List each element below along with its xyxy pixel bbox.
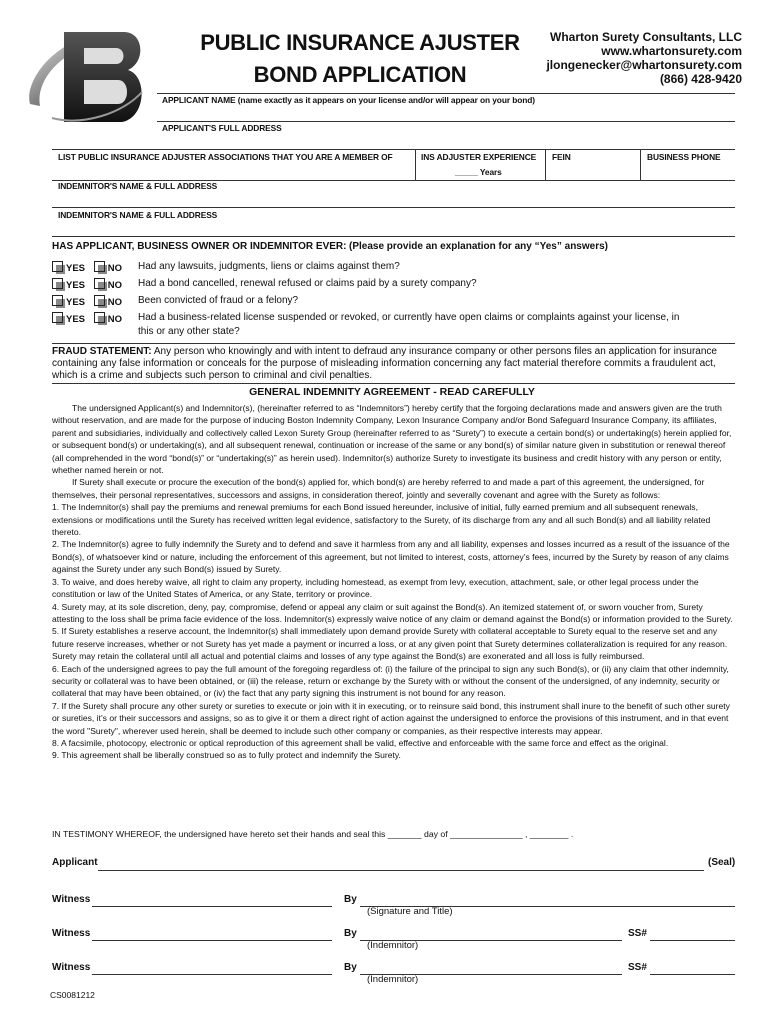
stylized-b-logo-icon [22,22,150,132]
agreement-clause: 5. If Surety establishes a reserve account, the Indemnitor(s) shall immediately upon demand provide Surety with collateral acceptable to Surety equal to the reserve set and any future reserve increases, whether or not Surety has yet made a payment or incurred a loss, or at any given point that Surety determines collateralization is required for any reason. Surety may retain the collateral until all actual and potential claims and losses of any type against the Bond(s) are exonerated and all loss is fully reimbursed. [52,626,728,662]
no-checkbox[interactable] [94,278,105,289]
applicant-signature-line[interactable] [98,870,704,871]
divider [52,207,735,208]
fraud-label: FRAUD STATEMENT: [52,346,152,357]
witness-signature-line[interactable] [92,974,332,975]
no-checkbox[interactable] [94,261,105,272]
question-row [52,312,128,325]
fein-field[interactable]: FEIN [552,152,571,162]
applicant-label: Applicant [52,857,98,868]
ss-label: SS# [628,962,647,973]
divider [415,149,416,181]
company-contact-block [546,30,742,86]
yes-label: YES [66,314,86,325]
question-row [52,261,128,274]
witness-signature-line[interactable] [92,940,332,941]
company-website[interactable]: www.whartonsurety.com [601,44,742,58]
divider [52,343,735,344]
ss-label: SS# [628,928,647,939]
yes-checkbox[interactable] [52,261,63,272]
yes-checkbox[interactable] [52,312,63,323]
indemnitor1-field[interactable]: INDEMNITOR'S NAME & FULL ADDRESS [58,181,218,191]
yes-label: YES [66,280,86,291]
question-text: Had any lawsuits, judgments, liens or claims against them? [138,261,400,272]
agreement-clause: 3. To waive, and does hereby waive, all right to claim any property, including homestead, as exempt from levy, execution, attachment, sale, or other legal process under the constitution or law of the United States of America, or any State, territory or province. [52,576,699,600]
fraud-text: Any person who knowingly and with intent to defraud any insurance company or other persons files an application for insurance containing any false information or conceals for the purpose of misleading information concerning any fact material therefore commits a fraudulent act, which is a crime and subjects such person to criminal and civil penalties. [52,346,717,381]
applicant-name-field[interactable]: APPLICANT NAME (name exactly as it appears on your license and/or will appear on your bond) [162,95,535,105]
company-email[interactable]: jlongenecker@whartonsurety.com [546,58,742,72]
divider [157,93,735,94]
witness-label: Witness [52,928,91,939]
applicant-address-field[interactable]: APPLICANT'S FULL ADDRESS [162,123,282,133]
question-text: Had a business-related license suspended or revoked, or currently have open claims or complaints against your license, in [138,312,680,323]
experience-field[interactable]: INS ADJUSTER EXPERIENCE [421,152,537,162]
divider [52,383,735,384]
divider [640,149,641,181]
agreement-clause: 2. The Indemnitor(s) agree to fully indemnify the Surety and to defend and save it harmless from any and all liability, expenses and losses incurred as a result of the issuance of the Bond(s), of whatsoever kind or nature, including the enforcement of this agreement, but not limited to interest, costs, attorney’s fees, incurred by the Surety by reason of any claims against the Surety under any such Bond(s) issued by Surety. [52,539,730,575]
yes-checkbox[interactable] [52,295,63,306]
question-row [52,278,128,291]
experience-years[interactable]: _____ Years [455,167,502,177]
agreement-clause: 4. Surety may, at its sole discretion, deny, pay, compromise, defend or appeal any claim or suit against the Bond(s). An itemized statement of, or sworn voucher from, Surety attesting to the loss shall be prima facie evidence of the loss. Indemnitor(s) expressly waive notice of any claim or demand against the Bond(s) or information provided to the Surety. [52,601,733,624]
company-phone: (866) 428-9420 [659,72,742,86]
form-title-line2: BOND APPLICATION [253,62,467,87]
question-text-continued: this or any other state? [138,326,240,337]
business-phone-field[interactable]: BUSINESS PHONE [647,152,721,162]
divider [157,121,735,122]
by-label: By [344,962,357,973]
witness-signature-line[interactable] [92,906,332,907]
question-text: Been convicted of fraud or a felony? [138,295,299,306]
agreement-body [52,402,736,762]
yes-label: YES [66,297,86,308]
agreement-paragraph: If Surety shall execute or procure the execution of the bond(s) applied for, which bond(s) are hereby referred to and made a part of this agreement, the undersigned, for themselves, their personal representatives, successors and assigns, in consideration thereof, jointly and severally covenant and agree with the Surety as follows: [52,477,705,500]
question-row [52,295,128,308]
no-label: NO [107,280,123,291]
no-checkbox[interactable] [94,312,105,323]
divider [52,149,735,150]
no-label: NO [107,263,123,274]
agreement-clause: 8. A facsimile, photocopy, electronic or optical reproduction of this agreement shall be valid, effective and enforceable with the same force and effect as the original. [52,737,669,748]
agreement-clause: 6. Each of the undersigned agrees to pay the full amount of the foregoing regardless of: (i) the failure of the principal to sign any such Bond(s), or (ii) any claim that other indemnity, security or collateral was to have been obtained, or (iii) the release, return or exchange by the Surety with or without the consent of the undersigned, of any indemnity, security or collateral that may have been obtained, or (iv) the fact that any party signing this instrument is not bound for any reason. [52,663,729,699]
divider [545,149,546,181]
no-label: NO [107,297,123,308]
agreement-clause: 7. If the Surety shall procure any other surety or sureties to execute or join with it in executing, or to reinsure said bond, this instrument shall inure to the benefit of such other surety or sureties, it’s or their successors and assigns, so as to give it or them a direct right of action against the undersigned to enforce the provisions of this instrument, and in that event the word "Surety", wherever used herein, shall be deemed to include such other company or companies, as their respective interests may appear. [52,700,730,736]
divider [52,236,735,237]
signature-title-caption: (Signature and Title) [367,906,453,917]
seal-label: (Seal) [708,857,736,868]
form-code: CS0081212 [50,990,95,1000]
indemnitor2-field[interactable]: INDEMNITOR'S NAME & FULL ADDRESS [58,210,218,220]
agreement-clause: 9. This agreement shall be liberally construed so as to fully protect and indemnify the Surety. [52,750,401,761]
no-checkbox[interactable] [94,295,105,306]
associations-field[interactable]: LIST PUBLIC INSURANCE ADJUSTER ASSOCIATIONS THAT YOU ARE A MEMBER OF [58,152,393,162]
questions-heading: HAS APPLICANT, BUSINESS OWNER OR INDEMNITOR EVER: [52,241,347,252]
by-label: By [344,928,357,939]
agreement-title: GENERAL INDEMNITY AGREEMENT - READ CAREFULLY [249,386,535,398]
yes-checkbox[interactable] [52,278,63,289]
agreement-paragraph: The undersigned Applicant(s) and Indemnitor(s), (hereinafter referred to as “Indemnitors”) hereby certify that the forgoing declarations made and answers given are the truth without reservation, and are made for the purpose of inducing Boston Indemnity Company, Lexon Insurance Company and/or Bond Safeguard Insurance Company, its affiliates, parent and subsidiaries, individually and collectively called Lexon Surety Group (hereinafter referred to as “Surety”) to execute a certain bond(s) or undertaking(s) herein applied for, or subsequent bond(s) or undertaking(s), and all subsequent renewal, continuation or increase of the same or any bond(s) of similar nature given in substitution or renewal thereof (all comprehended in the word “bond(s)” or “undertaking(s)” as herein used). Indemnitor(s) authorize Surety to investigate its business and credit history with any person or entity, whether named herein or not. [52,403,732,476]
ss-number-line[interactable] [650,974,735,975]
witness-label: Witness [52,894,91,905]
fraud-statement [52,346,732,382]
indemnitor-caption: (Indemnitor) [367,940,419,951]
witness-label: Witness [52,962,91,973]
company-name: Wharton Surety Consultants, LLC [550,30,742,44]
testimony-line: IN TESTIMONY WHEREOF, the undersigned have hereto set their hands and seal this _______ day of _______________ , ________ . [52,829,574,839]
questions-note: (Please provide an explanation for any “Yes” answers) [349,241,608,252]
ss-number-line[interactable] [650,940,735,941]
agreement-clause: 1. The Indemnitor(s) shall pay the premiums and renewal premiums for each Bond issued hereunder, inclusive of initial, fully earned premium and all subsequent renewals, extensions or modifications until the Surety has received written legal evidence, satisfactory to the Surety, of its discharge from any and all such Bond(s) and all liability related thereto. [52,502,711,538]
yes-label: YES [66,263,86,274]
by-label: By [344,894,357,905]
no-label: NO [107,314,123,325]
form-title-line1: PUBLIC INSURANCE AJUSTER [200,30,520,55]
indemnitor-caption: (Indemnitor) [367,974,419,985]
question-text: Had a bond cancelled, renewal refused or claims paid by a surety company? [138,278,477,289]
